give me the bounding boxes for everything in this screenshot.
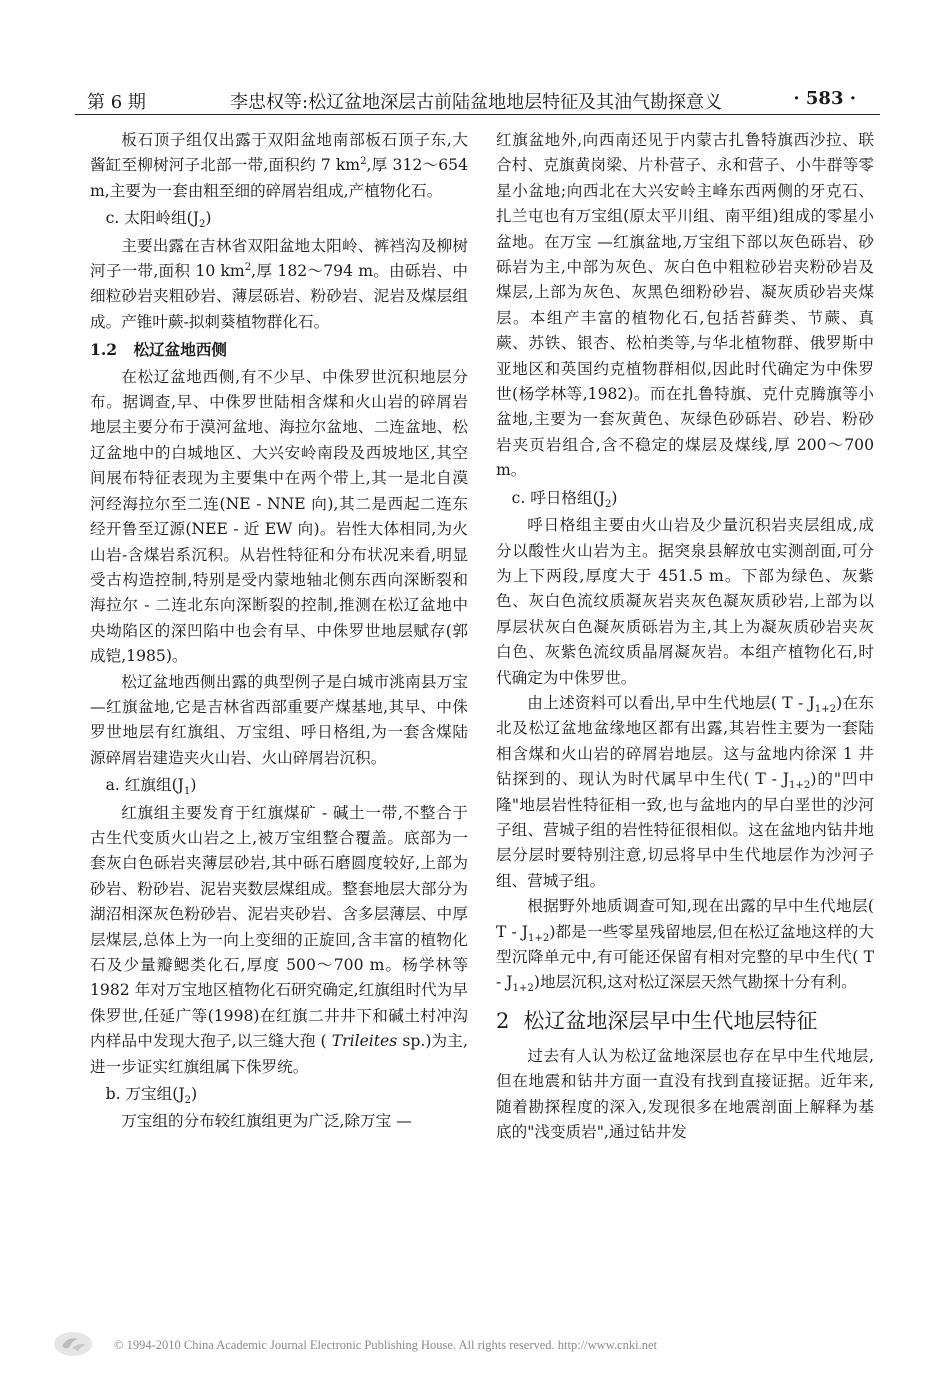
subsection-title: a. 红旗组$(J_1)$: [105, 776, 197, 798]
copyright-footer: [52, 1330, 912, 1366]
subsection-title: c. 呼日格组$(J_2)$: [511, 488, 618, 510]
paragraph: 过去有人认为松辽盆地深层也存在早中生代地层,但在地震和钻井方面一直没有找到直接证据。近年来,随着勘探程度的深入,发现很多在地震剖面上解释为基底的"浅变质岩",通过钻井发: [496, 1046, 874, 1142]
right-column: [496, 128, 874, 1145]
paragraph: 万宝组的分布较红旗组更为广泛,除万宝 —: [121, 1112, 412, 1131]
paragraph: 板石顶子组仅出露于双阳盆地南部板石顶子东,大酱缸至柳树河子北部一带,面积约 7 $km^2$,厚 312～654 m,主要为一套由粗至细的碎屑岩组成,产植物化石。: [90, 131, 468, 200]
running-header: [75, 82, 880, 115]
chapter-heading: 2 松辽盆地深层早中生代地层特征: [496, 1008, 818, 1033]
subsection-title: c. 太阳岭组$(J_2)$: [105, 209, 212, 231]
paragraph: 由上述资料可以看出,早中生代地层( T - $J_{1+2}$)在东北及松辽盆地盆缘地区都有出露,其岩性主要为一套陆相含煤和火山岩的碎屑岩地层。这与盆地内徐深 1 井钻探到的、现认为时代属早中生代( T - $J_{1+2}$)的"凹中隆"地层岩性特征相一致,也与盆地内的早白垩世的沙河子组、营城子组的岩性特征很相似。这在盆地内钻井地层分层时要特别注意,切忌将早中生代地层作为沙河子组、营城子组。: [496, 693, 874, 890]
paragraph: 在松辽盆地西侧,有不少早、中侏罗世沉积地层分布。据调查,早、中侏罗世陆相含煤和火山岩的碎屑岩地层主要分布于漠河盆地、海拉尔盆地、二连盆地、松辽盆地中的白城地区、大兴安岭南段及西坡地区,其空间展布特征表现为主要集中在两个带上,其一是北自漠河经海拉尔至二连(NE - NNE 向),其二是西起二连东经开鲁至辽源(NEE - 近 EW 向)。岩性大体相同,为火山岩-含煤岩系沉积。从岩性特征和分布状况来看,明显受古构造控制,特别是受内蒙地轴北侧东西向深断裂和海拉尔 - 二连北东向深断裂的控制,推测在松辽盆地中央坳陷区的深凹陷中也会有早、中侏罗世地层赋存(郭成铠,1985)。: [90, 367, 468, 666]
copyright-text: © 1994-2010 China Academic Journal Electronic Publishing House. All rights reserved. http://www.cnki.net: [114, 1338, 657, 1352]
paragraph: 呼日格组主要由火山岩及少量沉积岩夹层组成,成分以酸性火山岩为主。据突泉县解放屯实测剖面,可分为上下两段,厚度大于 451.5 m。下部为绿色、灰紫色、灰白色流纹质凝灰岩夹灰色凝灰质砂岩,上部为以厚层状灰白色凝灰质砾岩为主,其上为凝灰质砂岩夹灰白色、灰紫色流纹质晶屑凝灰岩。本组产植物化石,时代确定为中侏罗世。: [496, 516, 874, 687]
subsection-title: b. 万宝组$(J_2)$: [105, 1085, 198, 1107]
cnki-logo-icon: [52, 1330, 94, 1358]
paragraph: 红旗盆地外,向西南还见于内蒙古扎鲁特旗西沙拉、联合村、克旗黄岗梁、片朴营子、永和营子、小牛群等零星小盆地;向西北在大兴安岭主峰东西两侧的牙克石、扎兰屯也有万宝组(原太平川组、南平组)组成的零星小盆地。在万宝 —红旗盆地,万宝组下部以灰色砾岩、砂砾岩为主,中部为灰色、灰白色中粗粒砂岩夹粉砂岩及煤层,上部为灰色、灰黑色细粉砂岩、凝灰质砂岩夹煤层。本组产丰富的植物化石,包括苔藓类、节蕨、真蕨、苏铁、银杏、松柏类等,与华北植物群、俄罗斯中亚地区和英国约克植物群相似,因此时代确定为中侏罗世(杨学林等,1982)。而在扎鲁特旗、克什克腾旗等小盆地,主要为一套灰黄色、灰绿色砂砾岩、砂岩、粉砂岩夹页岩组合,含不稳定的煤层及煤线,厚 200～700 m。: [496, 131, 874, 480]
page-number: · 583 ·: [793, 88, 856, 109]
paragraph: 红旗组主要发育于红旗煤矿 - 碱土一带,不整合于古生代变质火山岩之上,被万宝组整合覆盖。底部为一套灰白色砾岩夹薄层砂岩,其中砾石磨圆度较好,上部为砂岩、粉砂岩、泥岩夹数层煤组成。整套地层大部分为湖沼相深灰色粉砂岩、泥岩夹砂岩、含多层薄层、中厚层煤层,总体上为一向上变细的正旋回,含丰富的植物化石及少量瓣鳃类化石,厚度 500～700 m。杨学林等 1982 年对万宝地区植物化石研究确定,红旗组时代为早侏罗世,任延广等(1998)在红旗二井井下和碱土村冲沟内样品中发现大孢子,以三缝大孢 ( Trileites sp.)为主,进一步证实红旗组属下侏罗统。: [90, 803, 468, 1076]
left-column: [90, 128, 468, 1135]
paragraph: 松辽盆地西侧出露的典型例子是白城市洮南县万宝 —红旗盆地,它是吉林省西部重要产煤基地,其早、中侏罗世地层有红旗组、万宝组、呼日格组,为一套含煤陆源碎屑岩建造夹火山岩、火山碎屑岩沉积。: [90, 672, 468, 767]
section-heading: 1.2 松辽盆地西侧: [90, 340, 228, 360]
issue-number: 第 6 期: [87, 92, 146, 113]
running-title: 李忠权等:松辽盆地深层古前陆盆地地层特征及其油气勘探意义: [230, 92, 723, 113]
paragraph: 主要出露在吉林省双阳盆地太阳岭、裤裆沟及柳树河子一带,面积 10 $km^2$,厚 182～794 m。由砾岩、中细粒砂岩夹粗砂岩、薄层砾岩、粉砂岩、泥岩及煤层组成。产锥叶蕨-拟刺葵植物群化石。: [90, 236, 469, 331]
paragraph: 根据野外地质调查可知,现在出露的早中生代地层( T - $J_{1+2}$)都是一些零星残留地层,但在松辽盆地这样的大型沉降单元中,有可能还保留有相对完整的早中生代( T - $J_{1+2}$)地层沉积,这对松辽深层天然气勘探十分有利。: [496, 897, 874, 995]
